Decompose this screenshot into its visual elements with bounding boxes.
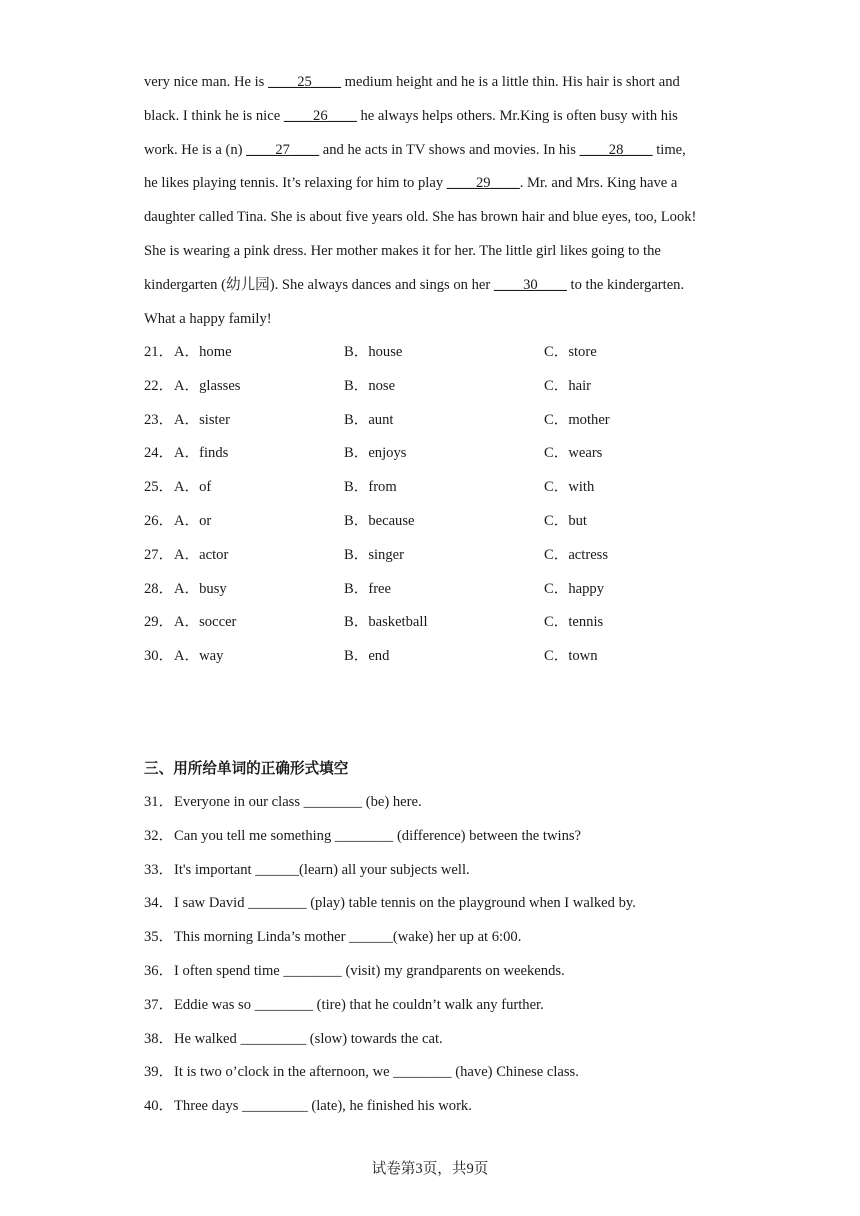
question-number: 21． <box>144 344 174 360</box>
question-text: Three days _________ (late), he finished his work. <box>174 1098 472 1115</box>
option-c: C．store <box>544 344 597 360</box>
choice-row <box>144 404 744 438</box>
fill-question <box>144 1056 744 1090</box>
cloze-blank: ____26____ <box>283 107 357 124</box>
choice-row <box>144 606 744 640</box>
choice-row <box>144 539 744 573</box>
option-a: A．or <box>174 512 212 529</box>
question-number: 26． <box>144 512 174 529</box>
option-b: B．end <box>344 648 390 665</box>
question-number: 40． <box>144 1098 174 1115</box>
option-b: B．free <box>344 580 392 597</box>
option-c: C．with <box>544 479 595 496</box>
choice-row <box>144 640 744 674</box>
question-number: 32． <box>144 827 174 844</box>
question-number: 37． <box>144 996 174 1013</box>
option-c: C．happy <box>544 580 604 597</box>
option-c: C．actress <box>544 546 609 563</box>
choice-row <box>144 336 744 370</box>
cloze-blank: ____30____ <box>493 276 567 293</box>
option-a: A．sister <box>174 411 230 428</box>
passage-line <box>144 167 734 201</box>
fill-question <box>144 1090 744 1124</box>
question-number: 22． <box>144 377 174 394</box>
fill-question <box>144 955 744 989</box>
question-text: Everyone in our class ________ (be) here. <box>174 794 422 810</box>
choice-row <box>144 437 744 471</box>
passage-line <box>144 269 734 303</box>
question-text: I often spend time ________ (visit) my grandparents on weekends. <box>174 962 565 979</box>
question-number: 23． <box>144 411 174 428</box>
passage-text: What a happy family! <box>144 310 272 327</box>
option-c: C．hair <box>544 377 592 394</box>
question-text: Can you tell me something ________ (difference) between the twins? <box>174 827 582 844</box>
multiple-choice-options <box>144 336 744 674</box>
passage-text: time, <box>652 141 686 158</box>
question-number: 30． <box>144 648 174 665</box>
cloze-blank: ____27____ <box>246 141 320 158</box>
question-number: 38． <box>144 1030 174 1047</box>
question-number: 27． <box>144 546 174 563</box>
fill-question <box>144 887 744 921</box>
passage-line <box>144 235 734 269</box>
question-number: 28． <box>144 580 174 597</box>
passage-line <box>144 66 734 100</box>
cloze-blank: ____25____ <box>268 74 341 90</box>
question-text: This morning Linda’s mother ______(wake) her up at 6:00. <box>174 929 522 946</box>
option-c: C．tennis <box>544 614 604 631</box>
passage-line <box>144 201 734 235</box>
option-a: A．way <box>174 648 224 665</box>
option-a: A．soccer <box>174 614 237 631</box>
passage-text: She is wearing a pink dress. Her mother makes it for her. The little girl likes going to the <box>144 242 661 259</box>
question-number: 35． <box>144 929 174 946</box>
question-text: It is two o’clock in the afternoon, we ________ (have) Chinese class. <box>174 1064 579 1081</box>
question-number: 25． <box>144 479 174 496</box>
passage-text: to the kindergarten. <box>566 276 685 293</box>
option-c: C．wears <box>544 445 603 462</box>
passage-text: medium height and he is a little thin. His hair is short and <box>340 74 680 90</box>
cloze-blank: ____29____ <box>446 175 520 192</box>
option-a: A．of <box>174 479 212 496</box>
option-a: A．busy <box>174 580 227 597</box>
question-text: I saw David ________ (play) table tennis on the playground when I walked by. <box>174 895 636 912</box>
section-title: 三、用所给单词的正确形式填空 <box>144 760 349 777</box>
option-c: C．town <box>544 648 598 665</box>
passage-text: work. He is a (n) <box>144 141 247 158</box>
option-a: A．actor <box>174 546 229 563</box>
passage-text: black. I think he is nice <box>144 107 284 124</box>
choice-row <box>144 471 744 505</box>
passage-text: and he acts in TV shows and movies. In his <box>319 141 580 158</box>
cloze-passage <box>144 66 734 336</box>
question-number: 29． <box>144 614 174 631</box>
option-b: B．from <box>344 479 397 496</box>
option-b: B．enjoys <box>344 445 407 462</box>
passage-line <box>144 303 734 337</box>
fill-question <box>144 1023 744 1057</box>
fill-question <box>144 820 744 854</box>
option-c: C．but <box>544 512 587 529</box>
passage-line <box>144 100 734 134</box>
question-number: 34． <box>144 895 174 912</box>
option-b: B．aunt <box>344 411 394 428</box>
option-b: B．singer <box>344 546 404 563</box>
option-b: B．nose <box>344 377 396 394</box>
passage-line <box>144 134 734 168</box>
option-a: A．finds <box>174 445 229 462</box>
option-b: B．basketball <box>344 614 428 631</box>
fill-question <box>144 989 744 1023</box>
passage-text: daughter called Tina. She is about five years old. She has brown hair and blue eyes, too, Look! <box>144 209 697 226</box>
question-number: 39． <box>144 1064 174 1081</box>
choice-row <box>144 370 744 404</box>
page-footer: 试卷第3页，共9页 <box>371 1161 489 1177</box>
question-text: It's important ______(learn) all your subjects well. <box>174 861 470 878</box>
question-text: Eddie was so ________ (tire) that he couldn’t walk any further. <box>174 996 544 1013</box>
question-number: 31． <box>144 794 174 810</box>
option-c: C．mother <box>544 411 610 428</box>
choice-row <box>144 573 744 607</box>
option-b: B．house <box>344 344 403 360</box>
passage-text: he likes playing tennis. It’s relaxing for him to play <box>144 175 447 192</box>
option-a: A．glasses <box>174 377 241 394</box>
question-text: He walked _________ (slow) towards the cat. <box>174 1030 443 1047</box>
option-a: A．home <box>174 344 232 360</box>
passage-text: very nice man. He is <box>144 74 269 90</box>
passage-text: kindergarten (幼儿园). She always dances and sings on her <box>144 276 494 293</box>
question-number: 24． <box>144 445 174 462</box>
option-b: B．because <box>344 512 415 529</box>
fill-question <box>144 786 744 820</box>
fill-question <box>144 921 744 955</box>
passage-text: . Mr. and Mrs. King have a <box>519 175 678 192</box>
cloze-blank: ____28____ <box>579 141 653 158</box>
fill-in-questions <box>144 786 744 1124</box>
question-number: 36． <box>144 962 174 979</box>
choice-row <box>144 505 744 539</box>
fill-question <box>144 854 744 888</box>
passage-text: he always helps others. Mr.King is often busy with his <box>356 107 678 124</box>
question-number: 33． <box>144 861 174 878</box>
